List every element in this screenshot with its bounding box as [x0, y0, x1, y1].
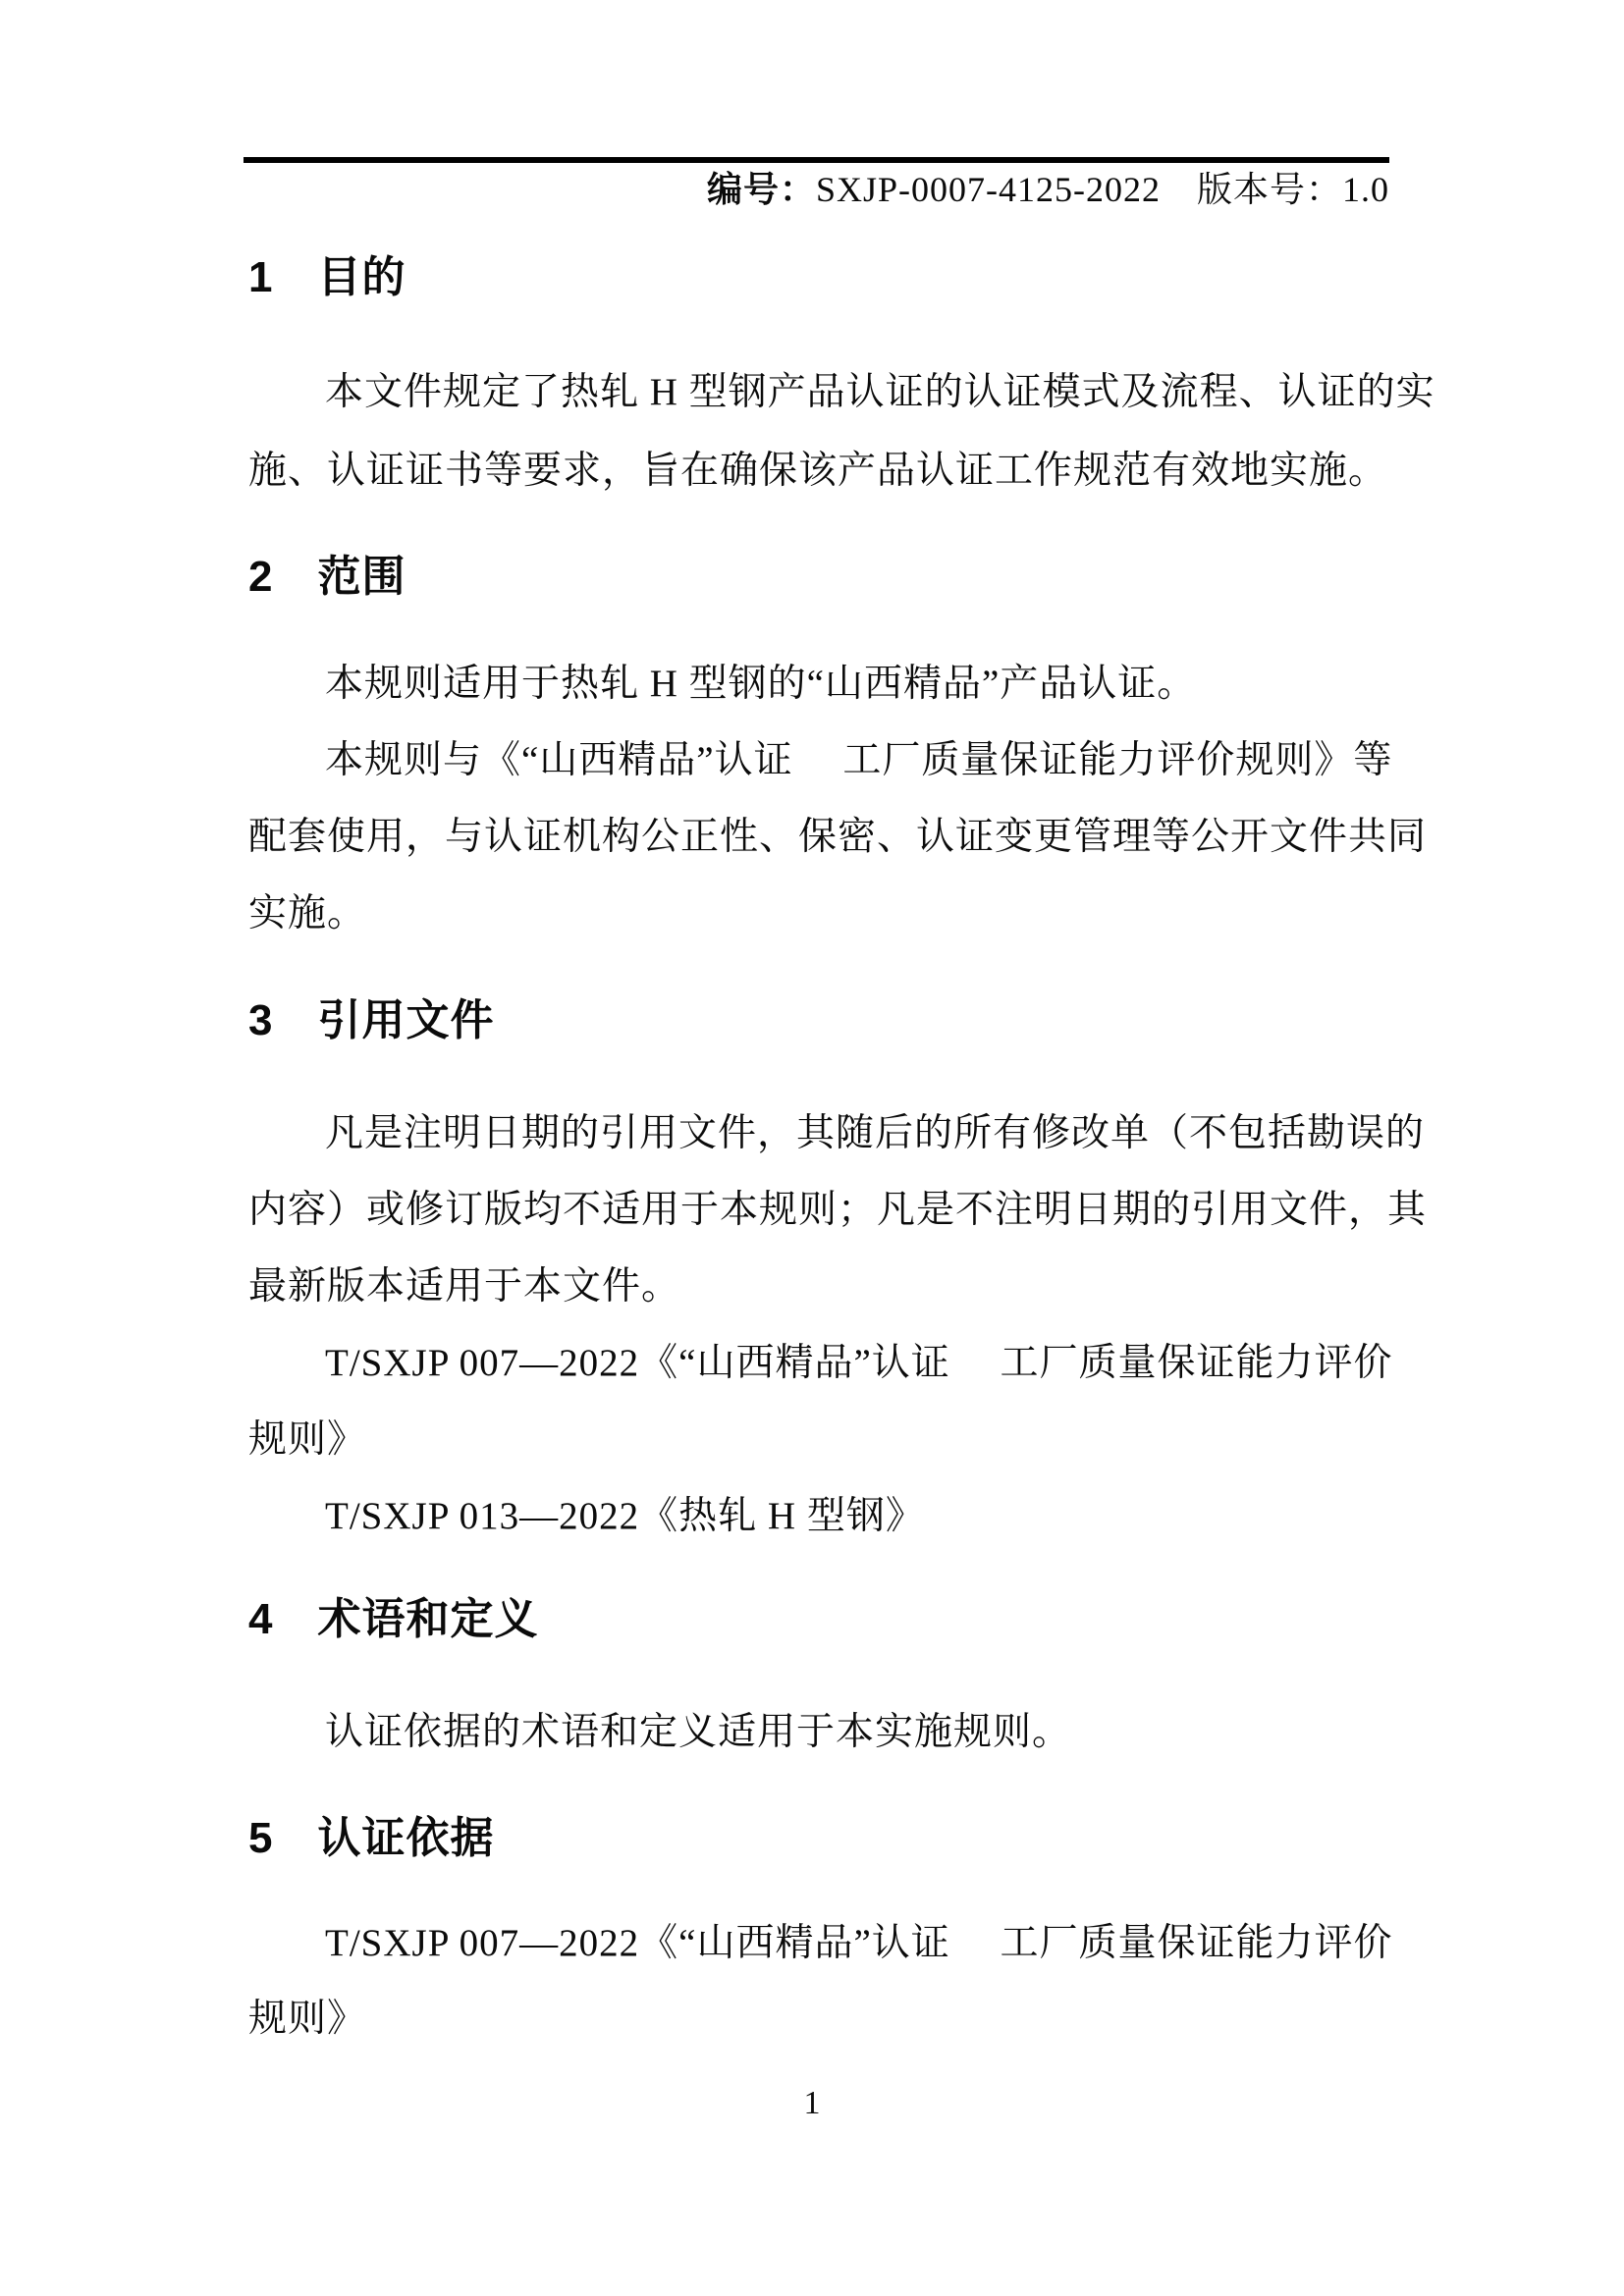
section-5-reference-line: 规则》: [248, 1998, 367, 2040]
doc-number-label: 编号：: [706, 169, 816, 209]
section-3-reference-line: T/SXJP 013—2022《热轧 H 型钢》: [325, 1495, 925, 1537]
section-3-reference-line: 规则》: [248, 1418, 367, 1461]
version-label: 版本号：: [1196, 170, 1342, 209]
section-1-paragraph-line: 本文件规定了热轧 H 型钢产品认证的认证模式及流程、认证的实: [325, 371, 1435, 413]
section-2-heading: 2 范围: [248, 553, 406, 601]
section-1-paragraph-line: 施、认证证书等要求，旨在确保该产品认证工作规范有效地实施。: [248, 450, 1388, 492]
section-2-paragraph-line: 实施。: [248, 892, 367, 934]
header-rule: [244, 157, 1389, 163]
section-4-heading: 4 术语和定义: [248, 1595, 539, 1643]
section-3-reference-line: T/SXJP 007—2022《“山西精品”认证 工厂质量保证能力评价: [325, 1342, 1393, 1384]
section-5-heading: 5 认证依据: [248, 1814, 495, 1862]
section-3-paragraph-line: 最新版本适用于本文件。: [248, 1265, 681, 1308]
section-4-paragraph-line: 认证依据的术语和定义适用于本实施规则。: [325, 1711, 1072, 1753]
section-2-paragraph-line: 本规则与《“山西精品”认证 工厂质量保证能力评价规则》等: [325, 739, 1393, 781]
section-3-paragraph-line: 凡是注明日期的引用文件，其随后的所有修改单（不包括勘误的: [325, 1112, 1426, 1154]
doc-number-value: SXJP-0007-4125-2022: [815, 170, 1161, 209]
section-3-paragraph-line: 内容）或修订版均不适用于本规则；凡是不注明日期的引用文件，其: [248, 1189, 1428, 1231]
header-gap: [1161, 170, 1197, 209]
document-header: [668, 101, 1389, 209]
section-1-heading: 1 目的: [248, 253, 406, 301]
section-2-paragraph-line: 配套使用，与认证机构公正性、保密、认证变更管理等公开文件共同: [248, 816, 1428, 858]
section-5-reference-line: T/SXJP 007—2022《“山西精品”认证 工厂质量保证能力评价: [325, 1922, 1393, 1964]
section-3-heading: 3 引用文件: [248, 996, 495, 1044]
page-number: 1: [803, 2085, 821, 2121]
version-value: 1.0: [1342, 170, 1389, 209]
section-2-paragraph-line: 本规则适用于热轧 H 型钢的“山西精品”产品认证。: [325, 663, 1197, 705]
